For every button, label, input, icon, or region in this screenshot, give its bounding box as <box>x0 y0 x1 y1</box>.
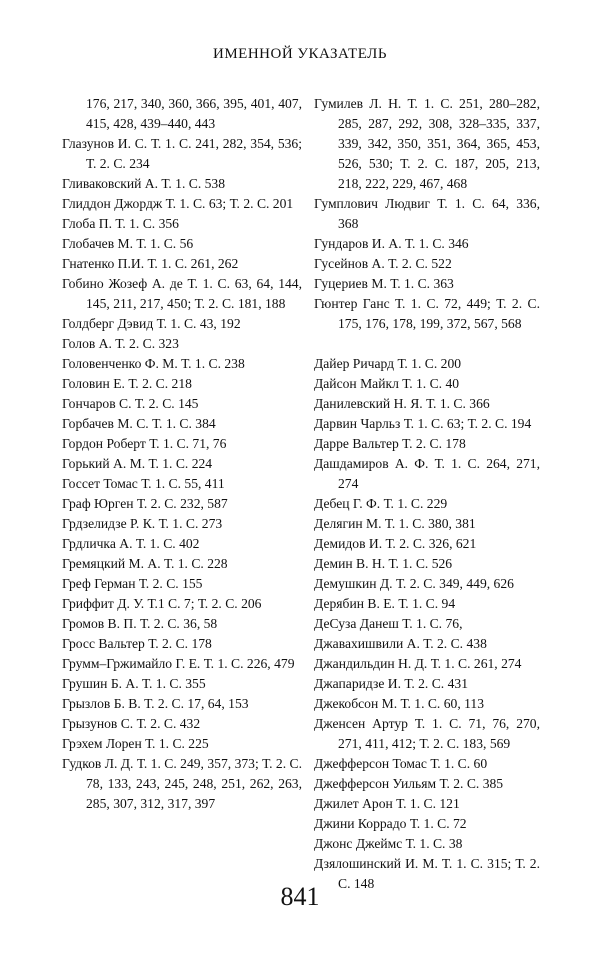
index-entry: Грызунов С. Т. 2. С. 432 <box>62 716 201 731</box>
index-entry: Дженсен Артур Т. 1. С. 71, 76, 270, 271, 411, 412; Т. 2. С. 183, 569 <box>314 716 540 751</box>
index-entry: Дзялошинский И. М. Т. 1. С. 315; Т. 2. С. 148 <box>314 856 540 891</box>
index-entry: Джандильдин Н. Д. Т. 1. С. 261, 274 <box>314 656 522 671</box>
index-entry: Гончаров С. Т. 2. С. 145 <box>62 396 199 411</box>
index-entry: Джини Коррадо Т. 1. С. 72 <box>314 816 467 831</box>
index-entry: Гюнтер Ганс Т. 1. С. 72, 449; Т. 2. С. 175, 176, 178, 199, 372, 567, 568 <box>314 296 540 331</box>
index-entry: Глазунов И. С. Т. 1. С. 241, 282, 354, 536; Т. 2. С. 234 <box>62 136 302 171</box>
index-entry: Гуцериев М. Т. 1. С. 363 <box>314 276 454 291</box>
index-entry: Глоба П. Т. 1. С. 356 <box>62 216 179 231</box>
index-entry: Демидов И. Т. 2. С. 326, 621 <box>314 536 477 551</box>
index-entry: Горький А. М. Т. 1. С. 224 <box>62 456 213 471</box>
index-entry: ДеСуза Данеш Т. 1. С. 76, <box>314 616 463 631</box>
index-entry: Данилевский Н. Я. Т. 1. С. 366 <box>314 396 490 411</box>
index-entry: Гундаров И. А. Т. 1. С. 346 <box>314 236 469 251</box>
index-column-left <box>62 94 302 814</box>
index-entry: Дайсон Майкл Т. 1. С. 40 <box>314 376 460 391</box>
index-entry: Головин Е. Т. 2. С. 218 <box>62 376 192 391</box>
index-entry: Грушин Б. А. Т. 1. С. 355 <box>62 676 206 691</box>
index-entry: Громов В. П. Т. 2. С. 36, 58 <box>62 616 218 631</box>
index-entry: Делягин М. Т. 1. С. 380, 381 <box>314 516 476 531</box>
page-number: 841 <box>280 882 320 911</box>
index-entry: Грызлов Б. В. Т. 2. С. 17, 64, 153 <box>62 696 249 711</box>
index-entry: Джефферсон Томас Т. 1. С. 60 <box>314 756 488 771</box>
index-entry: Грэхем Лорен Т. 1. С. 225 <box>62 736 209 751</box>
index-entry: Граф Юрген Т. 2. С. 232, 587 <box>62 496 228 511</box>
index-entry: Гумилев Л. Н. Т. 1. С. 251, 280–282, 285, 287, 292, 308, 328–335, 337, 339, 342, 350, 351, 364, 365, 453, 526, 530; Т. 2. С. 187, 205, 213, 218, 222, 229, 467, 468 <box>314 96 540 191</box>
index-column-right <box>314 94 540 894</box>
index-entry: Голдберг Дэвид Т. 1. С. 43, 192 <box>62 316 241 331</box>
running-title: ИМЕННОЙ УКАЗАТЕЛЬ <box>213 46 387 62</box>
index-entry: Грдзелидзе Р. К. Т. 1. С. 273 <box>62 516 223 531</box>
index-group-g <box>314 94 540 334</box>
index-entry: Дебец Г. Ф. Т. 1. С. 229 <box>314 496 448 511</box>
index-entry: Гремяцкий М. А. Т. 1. С. 228 <box>62 556 228 571</box>
index-entry: Греф Герман Т. 2. С. 155 <box>62 576 203 591</box>
index-entry: Глобачев М. Т. 1. С. 56 <box>62 236 194 251</box>
index-group-d <box>314 354 540 894</box>
index-entry: Гросс Вальтер Т. 2. С. 178 <box>62 636 212 651</box>
index-entry: Джавахишвили А. Т. 2. С. 438 <box>314 636 487 651</box>
index-entry: Гумплович Людвиг Т. 1. С. 64, 336, 368 <box>314 196 540 231</box>
index-entry: Госсет Томас Т. 1. С. 55, 411 <box>62 476 225 491</box>
index-entry: Джефферсон Уильям Т. 2. С. 385 <box>314 776 504 791</box>
index-entry: Джилет Арон Т. 1. С. 121 <box>314 796 460 811</box>
index-entry: Дашдамиров А. Ф. Т. 1. С. 264, 271, 274 <box>314 456 540 491</box>
index-entry: Гриффит Д. У. Т.1 С. 7; Т. 2. С. 206 <box>62 596 262 611</box>
index-entry: Грдличка А. Т. 1. С. 402 <box>62 536 200 551</box>
index-entry: Дайер Ричард Т. 1. С. 200 <box>314 356 462 371</box>
index-entry: Джонс Джеймс Т. 1. С. 38 <box>314 836 463 851</box>
index-entry: Гордон Роберт Т. 1. С. 71, 76 <box>62 436 227 451</box>
index-entry: Грумм–Гржимайло Г. Е. Т. 1. С. 226, 479 <box>62 656 295 671</box>
index-entry: Дерябин В. Е. Т. 1. С. 94 <box>314 596 456 611</box>
index-entry: Демушкин Д. Т. 2. С. 349, 449, 626 <box>314 576 514 591</box>
index-entry: Гобино Жозеф А. де Т. 1. С. 63, 64, 144, 145, 211, 217, 450; Т. 2. С. 181, 188 <box>62 276 302 311</box>
index-entry: Горбачев М. С. Т. 1. С. 384 <box>62 416 216 431</box>
index-entry: Джапаридзе И. Т. 2. С. 431 <box>314 676 468 691</box>
index-entry: Дарре Вальтер Т. 2. С. 178 <box>314 436 466 451</box>
letter-gap <box>314 334 540 354</box>
index-entry: Гливаковский А. Т. 1. С. 538 <box>62 176 226 191</box>
index-entry: Джекобсон М. Т. 1. С. 60, 113 <box>314 696 485 711</box>
index-entry: 176, 217, 340, 360, 366, 395, 401, 407, 415, 428, 439–440, 443 <box>86 96 302 131</box>
index-entry: Головенченко Ф. М. Т. 1. С. 238 <box>62 356 245 371</box>
index-entry: Гудков Л. Д. Т. 1. С. 249, 357, 373; Т. 2. С. 78, 133, 243, 245, 248, 251, 262, 263, 285, 307, 312, 317, 397 <box>62 756 302 811</box>
index-entry: Гнатенко П.И. Т. 1. С. 261, 262 <box>62 256 239 271</box>
index-entry: Демин В. Н. Т. 1. С. 526 <box>314 556 453 571</box>
index-entry: Дарвин Чарльз Т. 1. С. 63; Т. 2. С. 194 <box>314 416 532 431</box>
index-entry: Глиддон Джордж Т. 1. С. 63; Т. 2. С. 201 <box>62 196 294 211</box>
index-entry: Гусейнов А. Т. 2. С. 522 <box>314 256 452 271</box>
index-entry: Голов А. Т. 2. С. 323 <box>62 336 179 351</box>
